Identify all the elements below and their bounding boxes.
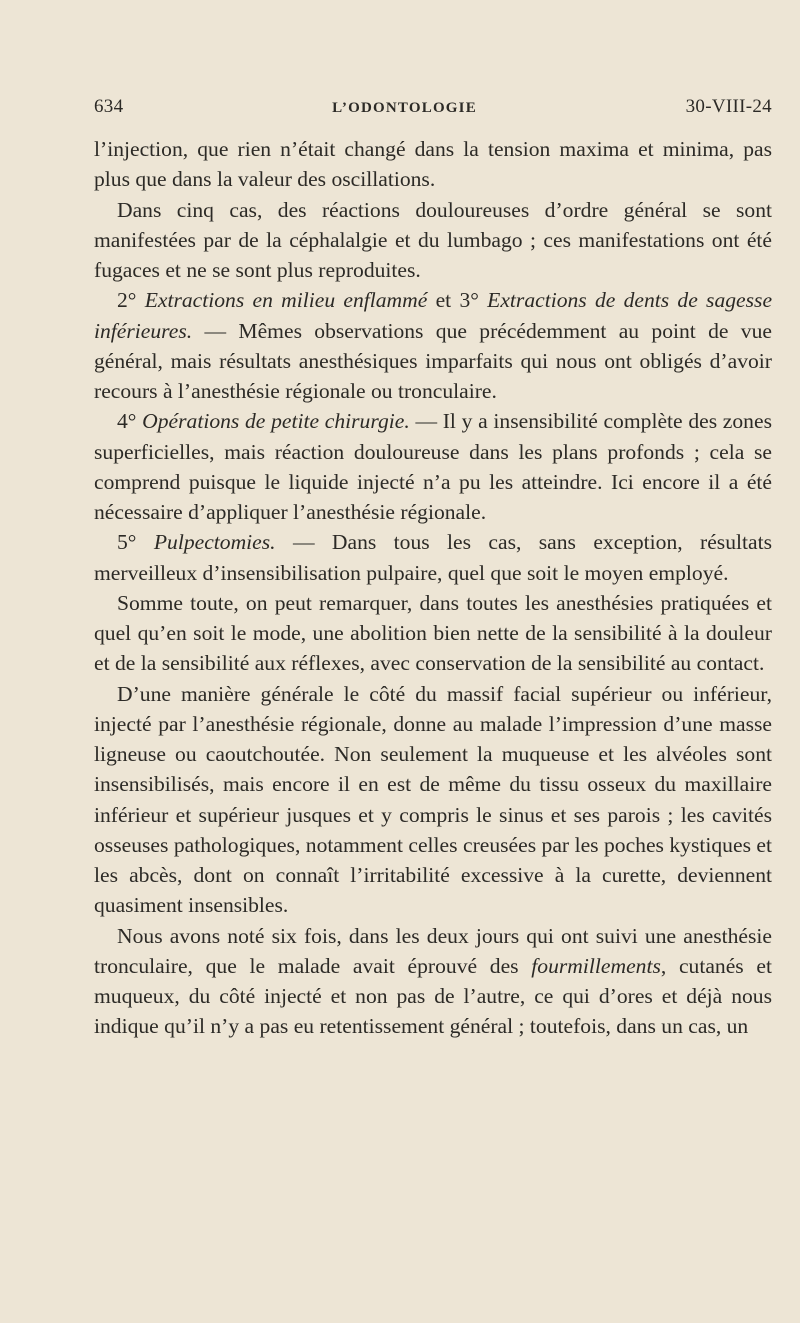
section-number: 3° <box>459 288 479 313</box>
journal-title: L’ODONTOLOGIE <box>332 100 477 116</box>
italic-term: fourmillements <box>531 953 661 978</box>
body-text <box>94 134 772 1042</box>
paragraph-text: , cutanés et muqueux, du côté injecté et non pas de l’autre, ce qui d’ores et déjà nous indique qu’il n’y a pas eu retentissement général ; toutefois, dans un cas, un <box>94 953 773 1039</box>
paragraph-pulpectomies <box>94 527 772 588</box>
paragraph-text: Dans cinq cas, des réactions douloureuses d’ordre général se sont manifestées par de la céphalalgie et du lumbago ; ces manifestations ont été fugaces et ne se sont plus reproduites. <box>94 197 772 282</box>
paragraph-text: — Il y a insensibilité complète des zones superficielles, mais réaction douloureuse dans les plans profonds ; cela se comprend puisque le liquide injecté n’a pu les atteindre. Ici encore il a été nécessaire d’appliquer l’anesthésie régionale. <box>94 409 772 524</box>
paragraph-text: Nous avons noté six fois, dans les deux jours qui ont suivi une anesthésie tronculaire, que le malade avait éprouvé des <box>94 923 772 978</box>
paragraph-fourmillements <box>94 921 772 1042</box>
running-header <box>94 96 772 134</box>
paragraph-petite-chirurgie <box>94 406 772 527</box>
paragraph-continuation <box>94 134 772 195</box>
paragraph-text: — Mêmes observations que précédemment au point de vue général, mais résultats anesthésiques imparfaits qui nous ont obligés d’avoir recours à l’anesthésie régionale ou tronculaire. <box>94 318 772 403</box>
section-number: 5° <box>117 530 137 555</box>
page-number: 634 <box>94 96 124 117</box>
section-joiner: et <box>435 288 452 313</box>
paragraph-text: l’injection, que rien n’était changé dans la tension maxima et minima, pas plus que dans la valeur des oscillations. <box>94 137 772 192</box>
paragraph-side-effects <box>94 195 772 286</box>
section-number: 2° <box>117 288 137 313</box>
issue-date: 30-VIII-24 <box>685 96 772 117</box>
section-number: 4° <box>117 409 137 434</box>
section-title: Pulpectomies. <box>153 530 276 555</box>
paragraph-general-observation <box>94 679 772 921</box>
paragraph-text: — Dans tous les cas, sans exception, résultats merveilleux d’insensibilisation pulpaire, quel que soit le moyen employé. <box>94 530 772 585</box>
section-title: Extractions de dents de sagesse inférieures. <box>94 288 773 343</box>
paragraph-summary <box>94 588 772 679</box>
section-title: Extractions en milieu enflammé <box>144 288 428 313</box>
paragraph-text: D’une manière générale le côté du massif facial supérieur ou inférieur, injecté par l’anesthésie régionale, donne au malade l’impression d’une masse ligneuse ou caoutchoutée. Non seulement la muqueuse et les alvéoles sont insensibilisés, mais encore il en est de même du tissu osseux du maxillaire inférieur et supérieur jusques et y compris le sinus et ses parois ; les cavités osseuses pathologiques, notamment celles creusées par les poches kystiques et les abcès, dont on connaît l’irritabilité excessive à la curette, deviennent quasiment insensibles. <box>94 681 772 918</box>
paragraph-extractions <box>94 285 772 406</box>
section-title: Opérations de petite chirurgie. <box>142 409 410 434</box>
paragraph-text: Somme toute, on peut remarquer, dans toutes les anesthésies pratiquées et quel qu’en soit le mode, une abolition bien nette de la sensibilité à la douleur et de la sensibilité aux réflexes, avec conservation de la sensibilité au contact. <box>94 590 772 676</box>
